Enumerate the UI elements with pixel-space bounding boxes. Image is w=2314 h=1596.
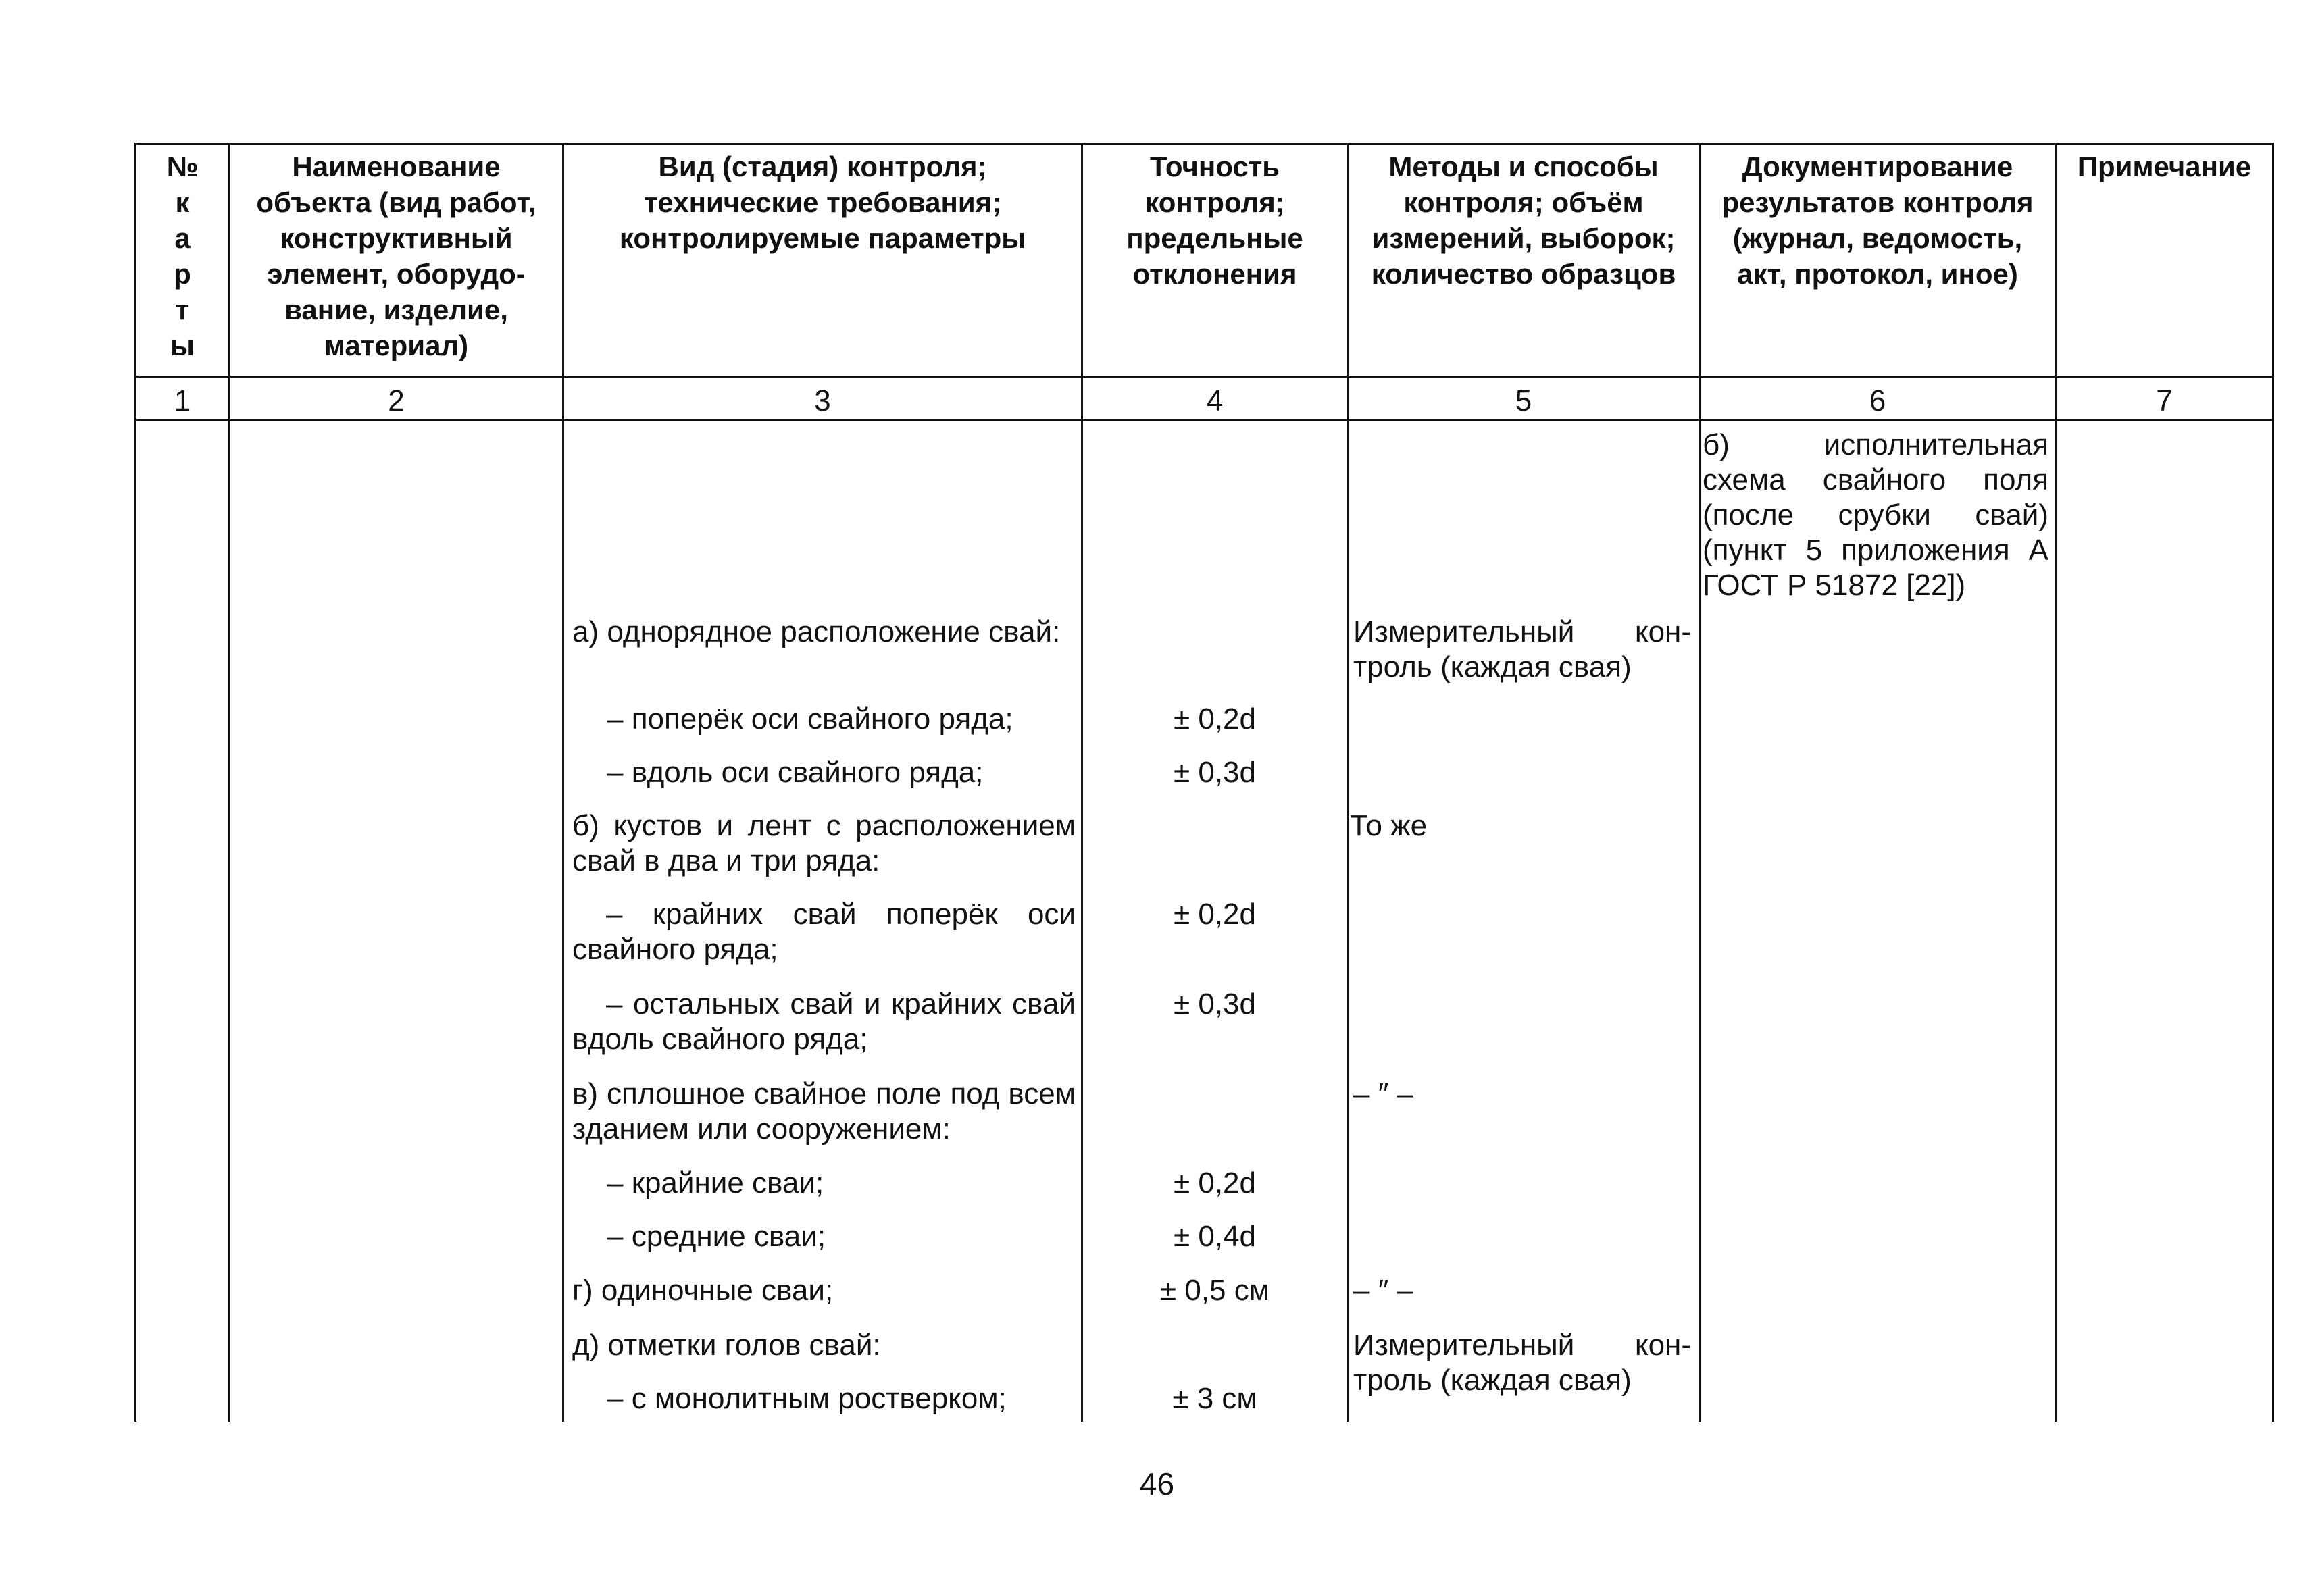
tolerance-edge-piles: ± 0,2d (1173, 1166, 1256, 1200)
method-measurement: Измерительный кон-троль (каждая свая) (1353, 1329, 1691, 1397)
param-solid-field: в) сплошное свайное поле под всем зданием или сооружением: (572, 1077, 1076, 1145)
column-number-2: 2 (230, 377, 563, 421)
method-ditto: – ″ – (1353, 1077, 1413, 1110)
param-middle-piles: – средние сваи; (607, 1220, 826, 1253)
header-note: Примечание (2056, 144, 2273, 377)
column-divider (1699, 419, 1701, 1422)
documentation-note: б) исполнительная схема свайного поля (после срубки свай) (пункт 5 приложения А ГОСТ Р 51872 [22]) (1703, 428, 2048, 602)
column-number-4: 4 (1082, 377, 1348, 421)
column-divider (2055, 419, 2057, 1422)
param-pile-head-marks: д) отметки голов свай: (572, 1329, 881, 1362)
column-number-7: 7 (2056, 377, 2273, 421)
tolerance-other-piles: ± 0,3d (1173, 987, 1256, 1021)
param-across-axis: – поперёк оси свайного ряда; (607, 702, 1013, 736)
tolerance-along-axis: ± 0,3d (1173, 756, 1256, 789)
column-number-6: 6 (1700, 377, 2056, 421)
header-card-number: № к а р т ы (136, 144, 230, 377)
tolerance-single-piles: ± 0,5 см (1159, 1274, 1269, 1307)
param-single-row: а) однорядное расположение свай: (572, 615, 1061, 648)
tolerance-edge-piles-across: ± 0,2d (1173, 898, 1256, 931)
page-number: 46 (1139, 1466, 1175, 1501)
tolerance-middle-piles: ± 0,4d (1173, 1220, 1256, 1253)
column-number-3: 3 (563, 377, 1082, 421)
column-number-1: 1 (136, 377, 230, 421)
column-divider (134, 419, 136, 1422)
param-edge-piles: – крайние сваи; (607, 1166, 824, 1200)
method-measurement: Измерительный кон-троль (каждая свая) (1353, 615, 1691, 684)
param-edge-piles-across: – крайних свай поперёк оси свайного ряда; (572, 898, 1076, 966)
header-control-type: Вид (стадия) контроля; технические требования; контролируемые параметры (563, 144, 1082, 377)
header-accuracy: Точность контроля; предельные отклонения (1082, 144, 1348, 377)
column-number-5: 5 (1348, 377, 1700, 421)
param-other-piles: – остальных свай и крайних свай вдоль свайного ряда; (572, 987, 1076, 1056)
header-methods: Методы и способы контроля; объём измерений, выборок; количество образцов (1348, 144, 1700, 377)
table-header (134, 143, 2274, 421)
param-along-axis: – вдоль оси свайного ряда; (607, 756, 984, 789)
tolerance-monolithic-grillage: ± 3 см (1172, 1382, 1257, 1415)
column-divider (2272, 419, 2274, 1422)
param-clusters: б) кустов и лент с расположением свай в два и три ряда: (572, 809, 1076, 877)
column-divider (562, 419, 564, 1422)
method-ditto: – ″ – (1353, 1274, 1413, 1307)
header-documentation: Документирование результатов контроля (журнал, ведомость, акт, протокол, иное) (1700, 144, 2056, 377)
column-divider (1347, 419, 1349, 1422)
param-single-piles: г) одиночные сваи; (572, 1274, 834, 1307)
tolerance-across-axis: ± 0,2d (1173, 702, 1256, 736)
header-object-name: Наименование объекта (вид работ, конструктивный элемент, оборудо-вание, изделие, материал) (230, 144, 563, 377)
column-divider (228, 419, 230, 1422)
method-same: То же (1350, 809, 1428, 842)
param-monolithic-grillage: – с монолитным ростверком; (607, 1382, 1007, 1415)
